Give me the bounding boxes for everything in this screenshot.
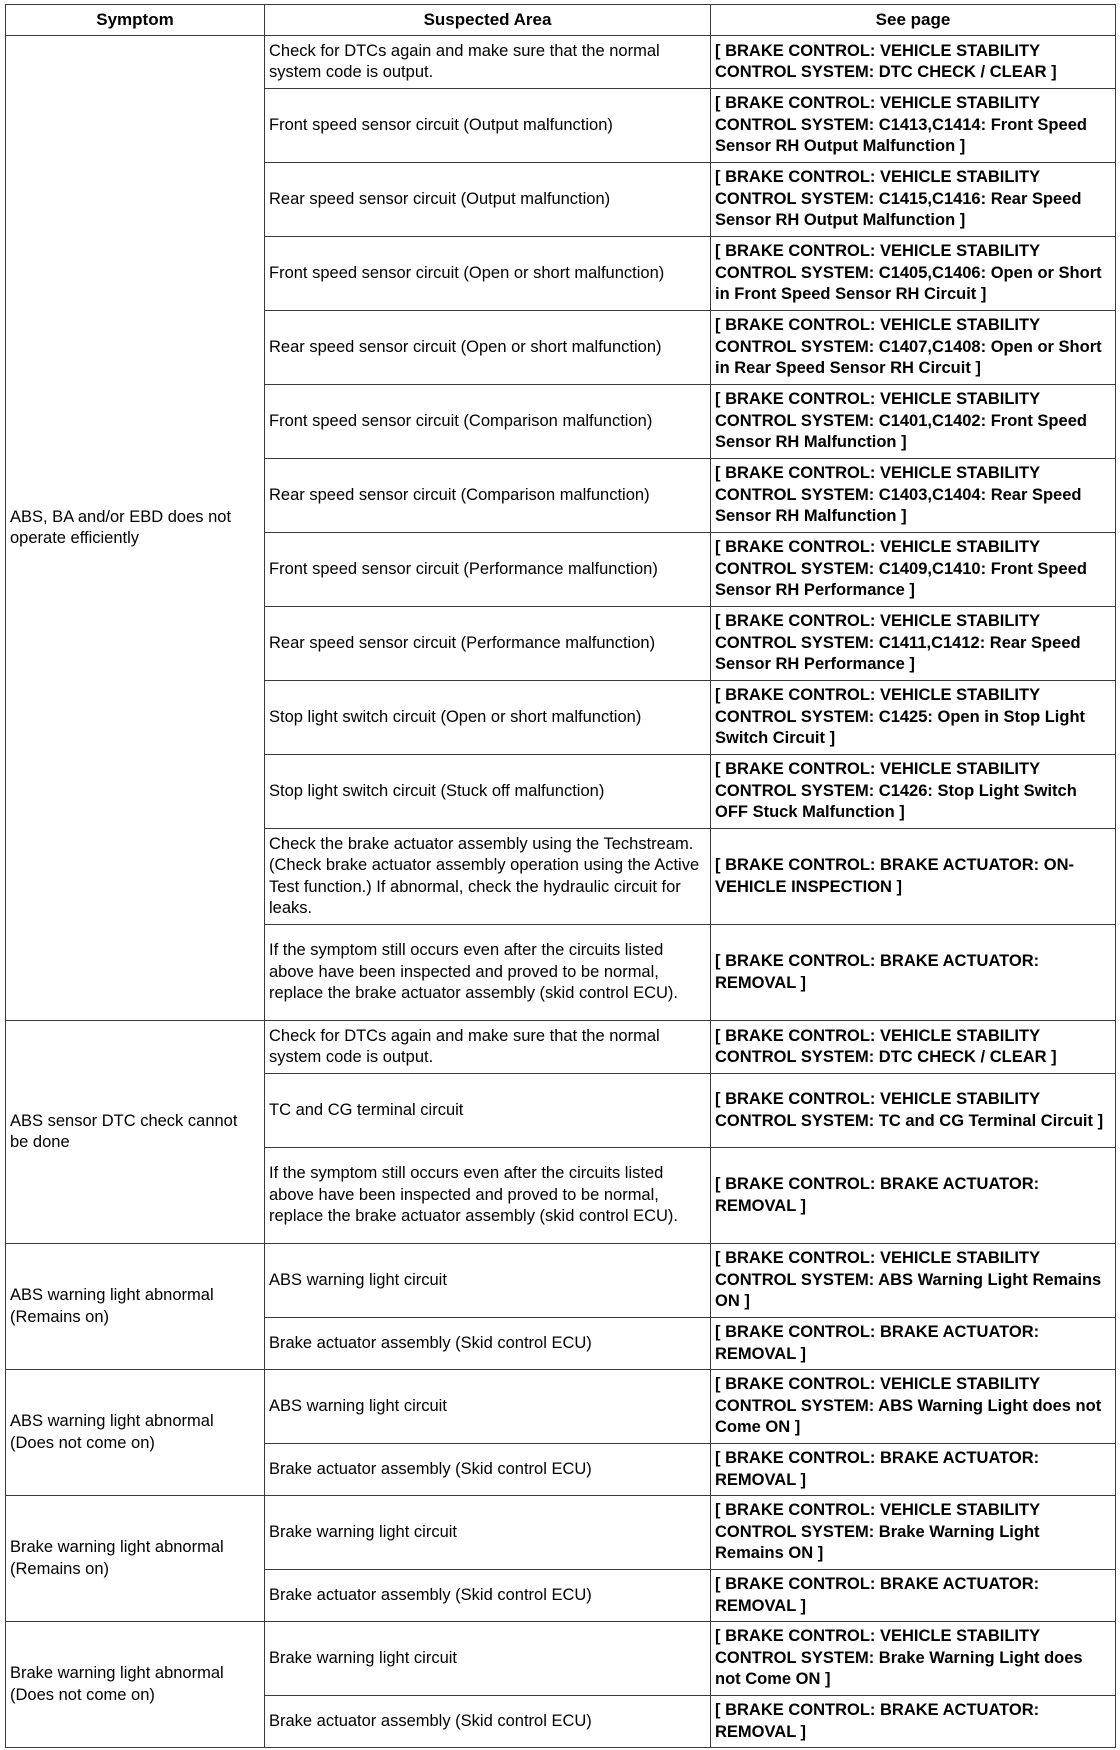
suspected-area-cell: Front speed sensor circuit (Comparison malfunction) (265, 385, 711, 459)
see-page-link[interactable]: [ BRAKE CONTROL: VEHICLE STABILITY CONTROL SYSTEM: C1413,C1414: Front Speed Sensor RH Output Malfunction ] (711, 89, 1116, 163)
suspected-area-cell: Front speed sensor circuit (Open or short malfunction) (265, 237, 711, 311)
see-page-link[interactable]: [ BRAKE CONTROL: VEHICLE STABILITY CONTROL SYSTEM: ABS Warning Light does not Come ON ] (711, 1370, 1116, 1444)
see-page-link[interactable]: [ BRAKE CONTROL: VEHICLE STABILITY CONTROL SYSTEM: Brake Warning Light does not Come ON ] (711, 1622, 1116, 1696)
see-page-link[interactable]: [ BRAKE CONTROL: VEHICLE STABILITY CONTROL SYSTEM: C1407,C1408: Open or Short in Rear Speed Sensor RH Circuit ] (711, 311, 1116, 385)
suspected-area-cell: Brake warning light circuit (265, 1496, 711, 1570)
see-page-link[interactable]: [ BRAKE CONTROL: VEHICLE STABILITY CONTROL SYSTEM: DTC CHECK / CLEAR ] (711, 1021, 1116, 1074)
suspected-area-cell: Brake warning light circuit (265, 1622, 711, 1696)
suspected-area-cell: TC and CG terminal circuit (265, 1074, 711, 1148)
suspected-area-cell: Check the brake actuator assembly using the Techstream. (Check brake actuator assembly operation using the Active Test function.) If abnormal, check the hydraulic circuit for leaks. (265, 829, 711, 925)
suspected-area-cell: ABS warning light circuit (265, 1244, 711, 1318)
suspected-area-cell: Brake actuator assembly (Skid control ECU) (265, 1318, 711, 1370)
suspected-area-cell: Check for DTCs again and make sure that the normal system code is output. (265, 36, 711, 89)
see-page-link[interactable]: [ BRAKE CONTROL: BRAKE ACTUATOR: REMOVAL ] (711, 925, 1116, 1021)
suspected-area-cell: Front speed sensor circuit (Output malfunction) (265, 89, 711, 163)
suspected-area-cell: If the symptom still occurs even after the circuits listed above have been inspected and proved to be normal, replace the brake actuator assembly (skid control ECU). (265, 925, 711, 1021)
suspected-area-cell: Rear speed sensor circuit (Performance malfunction) (265, 607, 711, 681)
suspected-area-cell: Stop light switch circuit (Stuck off malfunction) (265, 755, 711, 829)
symptom-cell: Brake warning light abnormal (Does not come on) (6, 1622, 265, 1748)
see-page-link[interactable]: [ BRAKE CONTROL: VEHICLE STABILITY CONTROL SYSTEM: C1425: Open in Stop Light Switch Circuit ] (711, 681, 1116, 755)
symptom-cell: ABS, BA and/or EBD does not operate efficiently (6, 36, 265, 1021)
see-page-link[interactable]: [ BRAKE CONTROL: VEHICLE STABILITY CONTROL SYSTEM: DTC CHECK / CLEAR ] (711, 36, 1116, 89)
header-symptom: Symptom (6, 5, 265, 36)
suspected-area-cell: Check for DTCs again and make sure that the normal system code is output. (265, 1021, 711, 1074)
symptom-cell: ABS warning light abnormal (Does not come on) (6, 1370, 265, 1496)
table-header-row (6, 5, 1116, 36)
table-row (6, 1244, 1116, 1318)
suspected-area-cell: Brake actuator assembly (Skid control ECU) (265, 1696, 711, 1748)
suspected-area-cell: If the symptom still occurs even after the circuits listed above have been inspected and proved to be normal, replace the brake actuator assembly (skid control ECU). (265, 1148, 711, 1244)
suspected-area-cell: Stop light switch circuit (Open or short malfunction) (265, 681, 711, 755)
table-row (6, 36, 1116, 89)
see-page-link[interactable]: [ BRAKE CONTROL: VEHICLE STABILITY CONTROL SYSTEM: Brake Warning Light Remains ON ] (711, 1496, 1116, 1570)
see-page-link[interactable]: [ BRAKE CONTROL: VEHICLE STABILITY CONTROL SYSTEM: TC and CG Terminal Circuit ] (711, 1074, 1116, 1148)
suspected-area-cell: Front speed sensor circuit (Performance malfunction) (265, 533, 711, 607)
suspected-area-cell: Rear speed sensor circuit (Comparison malfunction) (265, 459, 711, 533)
header-suspected-area: Suspected Area (265, 5, 711, 36)
see-page-link[interactable]: [ BRAKE CONTROL: BRAKE ACTUATOR: ON-VEHICLE INSPECTION ] (711, 829, 1116, 925)
see-page-link[interactable]: [ BRAKE CONTROL: BRAKE ACTUATOR: REMOVAL ] (711, 1318, 1116, 1370)
suspected-area-cell: Brake actuator assembly (Skid control ECU) (265, 1570, 711, 1622)
see-page-link[interactable]: [ BRAKE CONTROL: VEHICLE STABILITY CONTROL SYSTEM: C1409,C1410: Front Speed Sensor RH Performance ] (711, 533, 1116, 607)
see-page-link[interactable]: [ BRAKE CONTROL: BRAKE ACTUATOR: REMOVAL ] (711, 1570, 1116, 1622)
table-row (6, 1021, 1116, 1074)
suspected-area-cell: ABS warning light circuit (265, 1370, 711, 1444)
suspected-area-cell: Rear speed sensor circuit (Output malfunction) (265, 163, 711, 237)
symptom-cell: Brake warning light abnormal (Remains on) (6, 1496, 265, 1622)
table-row (6, 1370, 1116, 1444)
header-see-page: See page (711, 5, 1116, 36)
table-row (6, 1622, 1116, 1696)
see-page-link[interactable]: [ BRAKE CONTROL: VEHICLE STABILITY CONTROL SYSTEM: C1411,C1412: Rear Speed Sensor RH Performance ] (711, 607, 1116, 681)
suspected-area-cell: Brake actuator assembly (Skid control ECU) (265, 1444, 711, 1496)
symptom-cell: ABS warning light abnormal (Remains on) (6, 1244, 265, 1370)
table-row (6, 1496, 1116, 1570)
see-page-link[interactable]: [ BRAKE CONTROL: VEHICLE STABILITY CONTROL SYSTEM: C1415,C1416: Rear Speed Sensor RH Output Malfunction ] (711, 163, 1116, 237)
problem-symptoms-table (5, 4, 1116, 1748)
see-page-link[interactable]: [ BRAKE CONTROL: VEHICLE STABILITY CONTROL SYSTEM: C1403,C1404: Rear Speed Sensor RH Malfunction ] (711, 459, 1116, 533)
suspected-area-cell: Rear speed sensor circuit (Open or short malfunction) (265, 311, 711, 385)
see-page-link[interactable]: [ BRAKE CONTROL: VEHICLE STABILITY CONTROL SYSTEM: C1405,C1406: Open or Short in Front Speed Sensor RH Circuit ] (711, 237, 1116, 311)
see-page-link[interactable]: [ BRAKE CONTROL: VEHICLE STABILITY CONTROL SYSTEM: ABS Warning Light Remains ON ] (711, 1244, 1116, 1318)
see-page-link[interactable]: [ BRAKE CONTROL: VEHICLE STABILITY CONTROL SYSTEM: C1426: Stop Light Switch OFF Stuck Malfunction ] (711, 755, 1116, 829)
see-page-link[interactable]: [ BRAKE CONTROL: VEHICLE STABILITY CONTROL SYSTEM: C1401,C1402: Front Speed Sensor RH Malfunction ] (711, 385, 1116, 459)
see-page-link[interactable]: [ BRAKE CONTROL: BRAKE ACTUATOR: REMOVAL ] (711, 1148, 1116, 1244)
see-page-link[interactable]: [ BRAKE CONTROL: BRAKE ACTUATOR: REMOVAL ] (711, 1444, 1116, 1496)
symptom-cell: ABS sensor DTC check cannot be done (6, 1021, 265, 1244)
see-page-link[interactable]: [ BRAKE CONTROL: BRAKE ACTUATOR: REMOVAL ] (711, 1696, 1116, 1748)
